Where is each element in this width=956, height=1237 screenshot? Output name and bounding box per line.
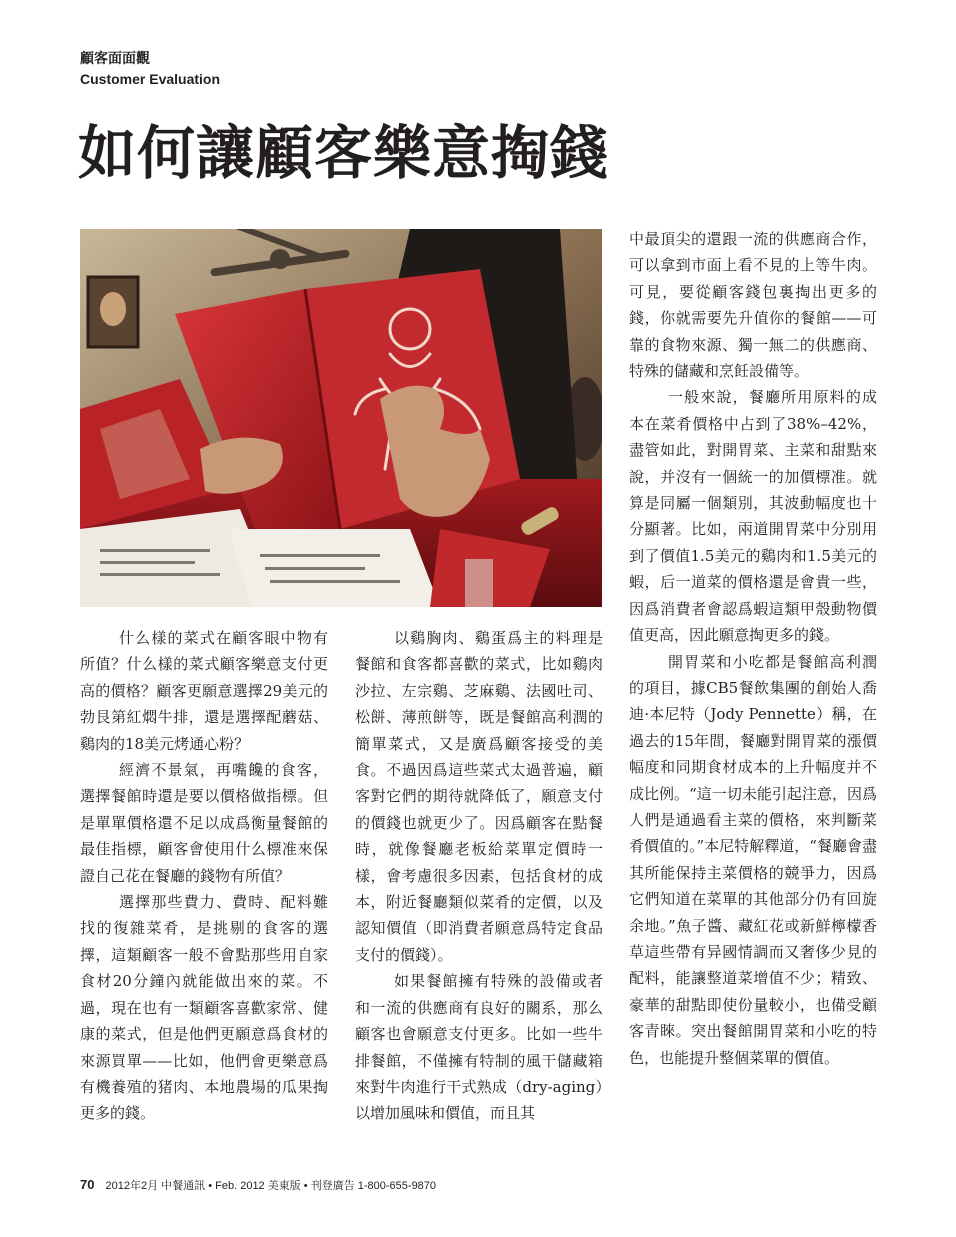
article-paragraph: 如果餐館擁有特殊的設備或者和一流的供應商有良好的關系，那么顧客也會願意支付更多。比如一些牛排餐館，不僅擁有特制的風干儲藏箱來對牛肉進行干式熟成（dry-aging）以增加風味和價值，而且其 <box>355 972 603 1123</box>
article-paragraph: 一般來說，餐廳所用原料的成本在菜肴價格中占到了38%–42%，盡管如此，對開胃菜、主菜和甜點來說，并沒有一個統一的加價標准。就算是同屬一個類別，其波動幅度也十分顯著。比如，兩道開胃菜中分別用到了價值1.5美元的鷄肉和1.5美元的蝦，后一道菜的價格還是會貴一些，因爲消費者會認爲蝦這類甲殼動物價值更高，因此願意掏更多的錢。 <box>629 388 877 645</box>
article-paragraph: 以鷄胸肉、鷄蛋爲主的料理是餐館和食客都喜歡的菜式，比如鷄肉沙拉、左宗鷄、芝麻鷄、法國吐司、松餅、薄煎餅等，既是餐館高利潤的簡單菜式，又是廣爲顧客接受的美食。不過因爲這些菜式太過普遍，顧客對它們的期待就降低了，願意支付的價錢也就更少了。因爲顧客在點餐時，就像餐廳老板給菜單定價時一樣，會考慮很多因素，包括食材的成本，附近餐廳類似菜肴的定價，以及認知價值（即消費者願意爲特定食品支付的價錢）。 <box>355 629 603 964</box>
article-column-2 <box>355 625 603 1127</box>
footer-text: 2012年2月 中餐通訊 • Feb. 2012 美東版 • 刊登廣告 1-800-655-9870 <box>105 1180 437 1192</box>
article-paragraph: 開胃菜和小吃都是餐館高利潤的項目，據CB5餐飲集團的創始人喬迪·本尼特（Jody Pennette）稱，在過去的15年間，餐廳對開胃菜的漲價幅度和同期食材成本的上升幅度并不成比例。“這一切未能引起注意，因爲人們是通過看主菜的價格，來判斷菜肴價值的。”本尼特解釋道，“餐廳會盡其所能保持主菜價格的競爭力，因爲它們知道在菜單的其他部分仍有回旋余地。”魚子醬、藏紅花或新鮮檸檬香草這些帶有异國情調而又奢侈少見的配料，能讓整道菜增值不少；精致、豪華的甜點即使份量較小，也備受顧客青睞。突出餐館開胃菜和小吃的特色，也能提升整個菜單的價值。 <box>629 652 877 1067</box>
article-paragraph: 什么樣的菜式在顧客眼中物有所值？什么樣的菜式顧客樂意支付更高的價格？顧客更願意選擇29美元的勃艮第紅燜牛排，還是選擇配蘑菇、鷄肉的18美元烤通心粉？ <box>80 629 328 753</box>
article-photo <box>80 229 602 607</box>
article-paragraph: 經濟不景氣，再嘴饞的食客，選擇餐館時還是要以價格做指標。但是單單價格還不足以成爲衡量餐館的最佳指標，顧客會使用什么標准來保證自己花在餐廳的錢物有所值？ <box>80 761 328 885</box>
section-label-zh: 顧客面面觀 <box>80 51 150 67</box>
section-label-en: Customer Evaluation <box>80 71 221 87</box>
page-number: 70 <box>80 1177 95 1192</box>
menu-photo-illustration <box>80 229 602 607</box>
article-paragraph: 選擇那些費力、費時、配料難找的復雜菜肴，是挑剔的食客的選擇，這類顧客一般不會點那些用自家食材20分鐘內就能做出來的菜。不過，現在也有一類顧客喜歡家常、健康的菜式，但是他們更願意爲食材的來源買單——比如，他們會更樂意爲有機養殖的猪肉、本地農場的瓜果掏更多的錢。 <box>80 893 328 1123</box>
article-title: 如何讓顧客樂意掏錢 <box>78 119 610 187</box>
article-column-1 <box>80 625 328 1127</box>
article-paragraph-continued: 中最頂尖的還跟一流的供應商合作，可以拿到市面上看不見的上等牛肉。可見，要從顧客錢包裏掏出更多的錢，你就需要先升值你的餐館——可靠的食物來源、獨一無二的供應商、特殊的儲藏和烹飪設備等。 <box>629 230 877 381</box>
page-footer <box>80 1178 436 1193</box>
article-column-3 <box>629 226 877 1071</box>
